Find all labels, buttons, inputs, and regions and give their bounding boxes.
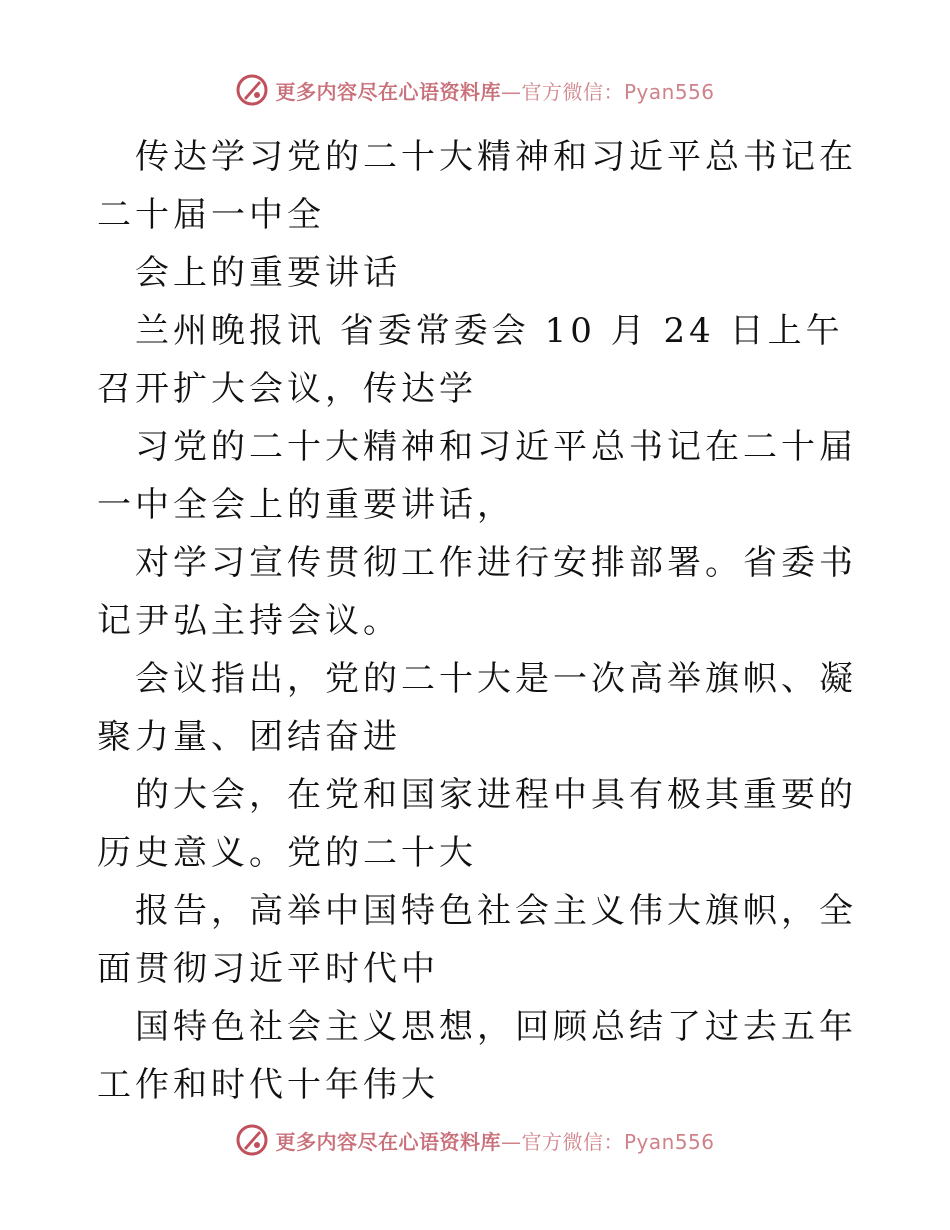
watermark-wechat-id: Pyan556 xyxy=(623,1129,715,1154)
watermark-text xyxy=(275,76,714,105)
paragraph: 国特色社会主义思想，回顾总结了过去五年工作和时代十年伟大 xyxy=(97,1007,857,1105)
watermark-separator: — xyxy=(500,79,522,104)
watermark-wechat-id: Pyan556 xyxy=(623,79,715,104)
quill-logo-icon xyxy=(235,1123,269,1157)
paragraph: 习党的二十大精神和习近平总书记在二十届一中全会上的重要讲话， xyxy=(97,427,857,525)
paragraph-title-2: 会上的重要讲话 xyxy=(135,253,401,293)
quill-logo-icon xyxy=(235,73,269,107)
paragraph: 兰州晚报讯 省委常委会 10 月 24 日上午召开扩大会议，传达学 xyxy=(97,311,844,409)
watermark-text xyxy=(275,1126,714,1155)
paragraph: 会议指出，党的二十大是一次高举旗帜、凝聚力量、团结奋进 xyxy=(97,659,857,757)
paragraph: 对学习宣传贯彻工作进行安排部署。省委书记尹弘主持会议。 xyxy=(97,543,857,641)
watermark-site: 更多内容尽在心语资料库 xyxy=(275,79,501,104)
watermark-separator: — xyxy=(500,1129,522,1154)
footer-watermark xyxy=(0,1120,950,1160)
paragraph: 报告，高举中国特色社会主义伟大旗帜，全面贯彻习近平时代中 xyxy=(97,891,857,989)
paragraph-title-1: 传达学习党的二十大精神和习近平总书记在二十届一中全 xyxy=(97,137,857,235)
document-body xyxy=(97,128,857,1114)
watermark-wechat-label: 官方微信： xyxy=(521,1129,624,1154)
paragraph: 的大会，在党和国家进程中具有极其重要的历史意义。党的二十大 xyxy=(97,775,857,873)
watermark-site: 更多内容尽在心语资料库 xyxy=(275,1129,501,1154)
watermark-wechat-label: 官方微信： xyxy=(521,79,624,104)
header-watermark xyxy=(0,70,950,110)
